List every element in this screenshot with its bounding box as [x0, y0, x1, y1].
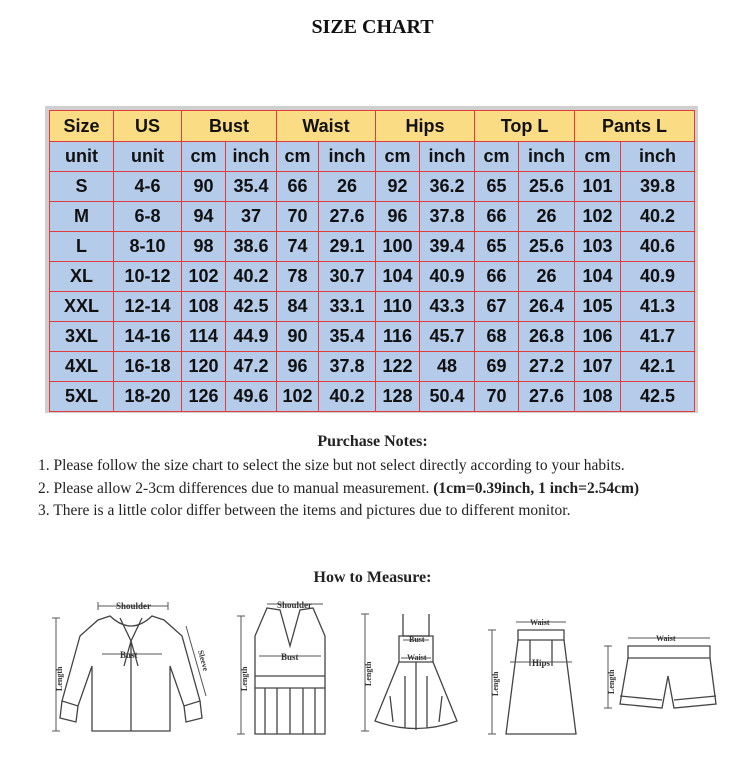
value-cell: 12-14: [114, 292, 182, 322]
value-cell: 14-16: [114, 322, 182, 352]
value-cell: 27.6: [319, 202, 376, 232]
value-cell: 40.2: [226, 262, 277, 292]
value-cell: 26: [519, 262, 575, 292]
value-cell: 35.4: [226, 172, 277, 202]
value-cell: 44.9: [226, 322, 277, 352]
value-cell: 40.9: [420, 262, 475, 292]
value-cell: 126: [182, 382, 226, 412]
blouse-length-label: Length: [55, 666, 64, 691]
value-cell: 25.6: [519, 172, 575, 202]
value-cell: 38.6: [226, 232, 277, 262]
value-cell: 49.6: [226, 382, 277, 412]
value-cell: 27.6: [519, 382, 575, 412]
value-cell: 42.5: [621, 382, 695, 412]
value-cell: 103: [575, 232, 621, 262]
value-cell: 128: [376, 382, 420, 412]
skirt-waist-label: Waist: [530, 618, 550, 627]
unit-cell: inch: [519, 142, 575, 172]
value-cell: 25.6: [519, 232, 575, 262]
table-row: [50, 292, 695, 322]
unit-cell: cm: [182, 142, 226, 172]
value-cell: 16-18: [114, 352, 182, 382]
value-cell: 6-8: [114, 202, 182, 232]
value-cell: 39.4: [420, 232, 475, 262]
value-cell: 48: [420, 352, 475, 382]
size-cell: 4XL: [50, 352, 114, 382]
size-cell: S: [50, 172, 114, 202]
value-cell: 35.4: [319, 322, 376, 352]
unit-cell: inch: [420, 142, 475, 172]
value-cell: 42.5: [226, 292, 277, 322]
unit-cell: inch: [226, 142, 277, 172]
value-cell: 68: [475, 322, 519, 352]
value-cell: 108: [575, 382, 621, 412]
value-cell: 41.7: [621, 322, 695, 352]
table-row: [50, 262, 695, 292]
unit-cell: cm: [277, 142, 319, 172]
value-cell: 65: [475, 172, 519, 202]
tank-length-label: Length: [240, 666, 249, 691]
value-cell: 26: [319, 172, 376, 202]
value-cell: 65: [475, 232, 519, 262]
table-row: [50, 322, 695, 352]
unit-cell: inch: [621, 142, 695, 172]
value-cell: 67: [475, 292, 519, 322]
dress-bust-label: Bust: [409, 635, 425, 644]
value-cell: 122: [376, 352, 420, 382]
value-cell: 90: [182, 172, 226, 202]
table-row: [50, 352, 695, 382]
unit-cell: cm: [475, 142, 519, 172]
value-cell: 66: [475, 262, 519, 292]
value-cell: 40.2: [621, 202, 695, 232]
value-cell: 26.4: [519, 292, 575, 322]
size-cell: XXL: [50, 292, 114, 322]
value-cell: 98: [182, 232, 226, 262]
header-cell: Top L: [475, 111, 575, 142]
size-chart-table: [49, 110, 695, 412]
purchase-notes-title: Purchase Notes:: [317, 433, 428, 450]
value-cell: 37.8: [319, 352, 376, 382]
tank-bust-label: Bust: [281, 652, 299, 662]
value-cell: 45.7: [420, 322, 475, 352]
value-cell: 41.3: [621, 292, 695, 322]
value-cell: 84: [277, 292, 319, 322]
table-units-row: [50, 142, 695, 172]
value-cell: 26.8: [519, 322, 575, 352]
value-cell: 39.8: [621, 172, 695, 202]
value-cell: 66: [475, 202, 519, 232]
unit-cell: unit: [50, 142, 114, 172]
header-cell: Hips: [376, 111, 475, 142]
header-cell: Waist: [277, 111, 376, 142]
value-cell: 102: [277, 382, 319, 412]
value-cell: 96: [376, 202, 420, 232]
value-cell: 90: [277, 322, 319, 352]
value-cell: 66: [277, 172, 319, 202]
value-cell: 36.2: [420, 172, 475, 202]
value-cell: 8-10: [114, 232, 182, 262]
value-cell: 50.4: [420, 382, 475, 412]
value-cell: 102: [182, 262, 226, 292]
value-cell: 107: [575, 352, 621, 382]
purchase-notes: [38, 455, 728, 523]
page-title: SIZE CHART: [311, 16, 434, 38]
value-cell: 102: [575, 202, 621, 232]
header-cell: Size: [50, 111, 114, 142]
blouse-sleeve-label: Sleeve: [196, 649, 211, 673]
note-1: 1. Please follow the size chart to select the size but not select directly according to your habits.: [38, 457, 625, 474]
value-cell: 29.1: [319, 232, 376, 262]
how-to-measure-title: How to Measure:: [313, 569, 432, 586]
unit-cell: cm: [575, 142, 621, 172]
value-cell: 100: [376, 232, 420, 262]
value-cell: 70: [277, 202, 319, 232]
blouse-illustration: [40, 596, 220, 746]
value-cell: 114: [182, 322, 226, 352]
blouse-bust-label: Bust: [120, 650, 138, 660]
value-cell: 26: [519, 202, 575, 232]
value-cell: 27.2: [519, 352, 575, 382]
size-cell: XL: [50, 262, 114, 292]
table-row: [50, 202, 695, 232]
value-cell: 18-20: [114, 382, 182, 412]
table-header-row: [50, 111, 695, 142]
value-cell: 78: [277, 262, 319, 292]
value-cell: 33.1: [319, 292, 376, 322]
skirt-hips-label: Hips: [532, 658, 551, 668]
shorts-length-label: Length: [607, 669, 616, 694]
value-cell: 42.1: [621, 352, 695, 382]
value-cell: 43.3: [420, 292, 475, 322]
note-2-text: 2. Please allow 2-3cm differences due to manual measurement.: [38, 479, 434, 497]
value-cell: 108: [182, 292, 226, 322]
table-row: [50, 382, 695, 412]
unit-cell: inch: [319, 142, 376, 172]
size-cell: 5XL: [50, 382, 114, 412]
value-cell: 30.7: [319, 262, 376, 292]
size-cell: L: [50, 232, 114, 262]
size-cell: 3XL: [50, 322, 114, 352]
value-cell: 92: [376, 172, 420, 202]
tank-shoulder-label: Shoulder: [277, 600, 313, 610]
value-cell: 105: [575, 292, 621, 322]
header-cell: Pants L: [575, 111, 695, 142]
note-3: 3. There is a little color differ between the items and pictures due to different monitor.: [38, 502, 571, 519]
value-cell: 94: [182, 202, 226, 232]
value-cell: 40.2: [319, 382, 376, 412]
note-2: [38, 478, 728, 501]
value-cell: 37.8: [420, 202, 475, 232]
value-cell: 74: [277, 232, 319, 262]
dress-length-label: Length: [364, 661, 373, 686]
skirt-illustration: [480, 596, 590, 746]
skirt-length-label: Length: [491, 671, 500, 696]
dress-illustration: [355, 596, 475, 746]
value-cell: 40.9: [621, 262, 695, 292]
value-cell: 106: [575, 322, 621, 352]
value-cell: 4-6: [114, 172, 182, 202]
measure-illustrations: [40, 596, 720, 746]
value-cell: 120: [182, 352, 226, 382]
value-cell: 116: [376, 322, 420, 352]
value-cell: 47.2: [226, 352, 277, 382]
blouse-shoulder-label: Shoulder: [116, 601, 152, 611]
value-cell: 70: [475, 382, 519, 412]
note-2-conversion: (1cm=0.39inch, 1 inch=2.54cm): [433, 479, 640, 497]
value-cell: 110: [376, 292, 420, 322]
header-cell: Bust: [182, 111, 277, 142]
value-cell: 104: [376, 262, 420, 292]
table-row: [50, 172, 695, 202]
size-cell: M: [50, 202, 114, 232]
shorts-illustration: [598, 596, 720, 746]
value-cell: 104: [575, 262, 621, 292]
tank-illustration: [225, 596, 350, 746]
value-cell: 40.6: [621, 232, 695, 262]
value-cell: 101: [575, 172, 621, 202]
header-cell: US: [114, 111, 182, 142]
value-cell: 37: [226, 202, 277, 232]
value-cell: 69: [475, 352, 519, 382]
table-row: [50, 232, 695, 262]
size-chart-table-frame: [45, 106, 698, 413]
unit-cell: cm: [376, 142, 420, 172]
dress-waist-label: Waist: [407, 653, 427, 662]
shorts-waist-label: Waist: [656, 634, 676, 643]
value-cell: 96: [277, 352, 319, 382]
value-cell: 10-12: [114, 262, 182, 292]
unit-cell: unit: [114, 142, 182, 172]
